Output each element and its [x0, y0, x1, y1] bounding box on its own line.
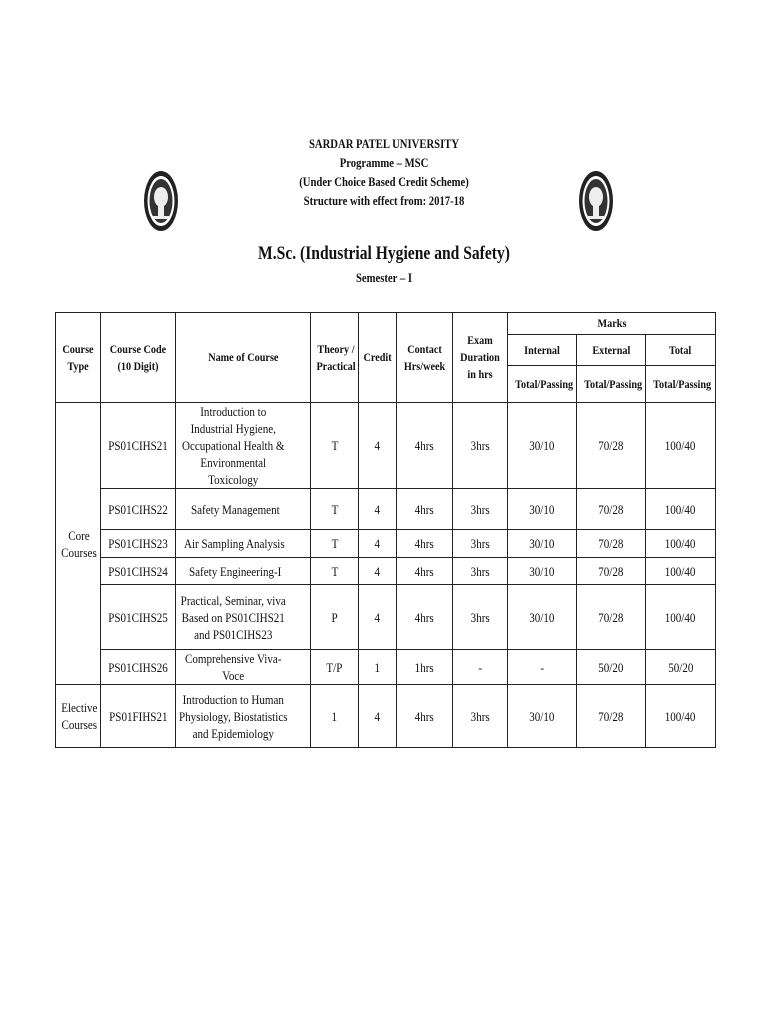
contact-hours: 4hrs	[397, 585, 453, 650]
exam-duration: 3hrs	[453, 489, 508, 530]
document-title: M.Sc. (Industrial Hygiene and Safety)	[258, 243, 510, 264]
internal-marks: 30/10	[508, 685, 577, 748]
university-name: SARDAR PATEL UNIVERSITY	[308, 136, 460, 151]
header-internal: Internal	[508, 335, 577, 366]
header-course-type: Course Type	[56, 313, 101, 403]
external-marks: 70/28	[577, 403, 646, 489]
theory-practical: T	[311, 530, 359, 558]
document-header	[0, 134, 768, 210]
table-row	[56, 685, 716, 748]
contact-hours: 4hrs	[397, 530, 453, 558]
header-theory-practical: Theory / Practical	[311, 313, 359, 403]
total-marks: 100/40	[646, 530, 716, 558]
credit: 4	[359, 489, 397, 530]
contact-hours: 1hrs	[397, 650, 453, 685]
header-credit: Credit	[359, 313, 397, 403]
exam-duration: 3hrs	[453, 403, 508, 489]
external-marks: 70/28	[577, 489, 646, 530]
theory-practical: P	[311, 585, 359, 650]
internal-marks: -	[508, 650, 577, 685]
course-code: PS01CIHS26	[101, 650, 176, 685]
contact-hours: 4hrs	[397, 558, 453, 585]
contact-hours: 4hrs	[397, 685, 453, 748]
external-marks: 70/28	[577, 585, 646, 650]
contact-hours: 4hrs	[397, 403, 453, 489]
header-external: External	[577, 335, 646, 366]
course-code: PS01CIHS21	[101, 403, 176, 489]
course-name: Safety Engineering-I	[176, 558, 311, 585]
header-total: Total	[646, 335, 716, 366]
table-row	[56, 489, 716, 530]
total-marks: 100/40	[646, 403, 716, 489]
course-name: Safety Management	[176, 489, 311, 530]
course-name: Introduction to Human Physiology, Biostatistics and Epidemiology	[176, 685, 311, 748]
programme-line: Programme – MSC	[339, 155, 429, 170]
table-row	[56, 585, 716, 650]
header-contact-hours: Contact Hrs/week	[397, 313, 453, 403]
external-marks: 70/28	[577, 530, 646, 558]
external-marks: 70/28	[577, 558, 646, 585]
exam-duration: 3hrs	[453, 685, 508, 748]
header-course-code: Course Code (10 Digit)	[101, 313, 176, 403]
exam-duration: 3hrs	[453, 585, 508, 650]
course-name: Practical, Seminar, viva Based on PS01CIHS21 and PS01CIHS23	[176, 585, 311, 650]
internal-marks: 30/10	[508, 558, 577, 585]
exam-duration: -	[453, 650, 508, 685]
course-code: PS01FIHS21	[101, 685, 176, 748]
table-row	[56, 650, 716, 685]
credit: 1	[359, 650, 397, 685]
total-marks: 100/40	[646, 685, 716, 748]
table-row	[56, 530, 716, 558]
internal-marks: 30/10	[508, 585, 577, 650]
theory-practical: T/P	[311, 650, 359, 685]
credit: 4	[359, 530, 397, 558]
internal-marks: 30/10	[508, 489, 577, 530]
total-marks: 100/40	[646, 558, 716, 585]
header-external-passing: Total/Passing	[577, 366, 646, 403]
course-code: PS01CIHS25	[101, 585, 176, 650]
exam-duration: 3hrs	[453, 558, 508, 585]
theory-practical: T	[311, 489, 359, 530]
contact-hours: 4hrs	[397, 489, 453, 530]
course-code: PS01CIHS22	[101, 489, 176, 530]
semester-label: Semester – I	[355, 270, 413, 285]
course-group-elective: Elective Courses	[56, 685, 101, 748]
header-total-passing: Total/Passing	[646, 366, 716, 403]
effect-line: Structure with effect from: 2017-18	[303, 193, 465, 208]
header-course-name: Name of Course	[176, 313, 311, 403]
external-marks: 70/28	[577, 685, 646, 748]
course-name: Comprehensive Viva-Voce	[176, 650, 311, 685]
theory-practical: T	[311, 558, 359, 585]
theory-practical: T	[311, 403, 359, 489]
course-structure-table	[55, 312, 716, 748]
scheme-line: (Under Choice Based Credit Scheme)	[299, 174, 469, 189]
external-marks: 50/20	[577, 650, 646, 685]
header-exam-duration: Exam Duration in hrs	[453, 313, 508, 403]
exam-duration: 3hrs	[453, 530, 508, 558]
total-marks: 100/40	[646, 489, 716, 530]
theory-practical: 1	[311, 685, 359, 748]
header-marks: Marks	[508, 313, 716, 335]
header-internal-passing: Total/Passing	[508, 366, 577, 403]
total-marks: 100/40	[646, 585, 716, 650]
credit: 4	[359, 403, 397, 489]
credit: 4	[359, 558, 397, 585]
internal-marks: 30/10	[508, 530, 577, 558]
credit: 4	[359, 685, 397, 748]
course-name: Introduction to Industrial Hygiene, Occupational Health & Environmental Toxicology	[176, 403, 311, 489]
course-code: PS01CIHS24	[101, 558, 176, 585]
total-marks: 50/20	[646, 650, 716, 685]
course-code: PS01CIHS23	[101, 530, 176, 558]
table-row	[56, 403, 716, 489]
course-group-core: Core Courses	[56, 403, 101, 685]
course-name: Air Sampling Analysis	[176, 530, 311, 558]
internal-marks: 30/10	[508, 403, 577, 489]
credit: 4	[359, 585, 397, 650]
table-row	[56, 558, 716, 585]
